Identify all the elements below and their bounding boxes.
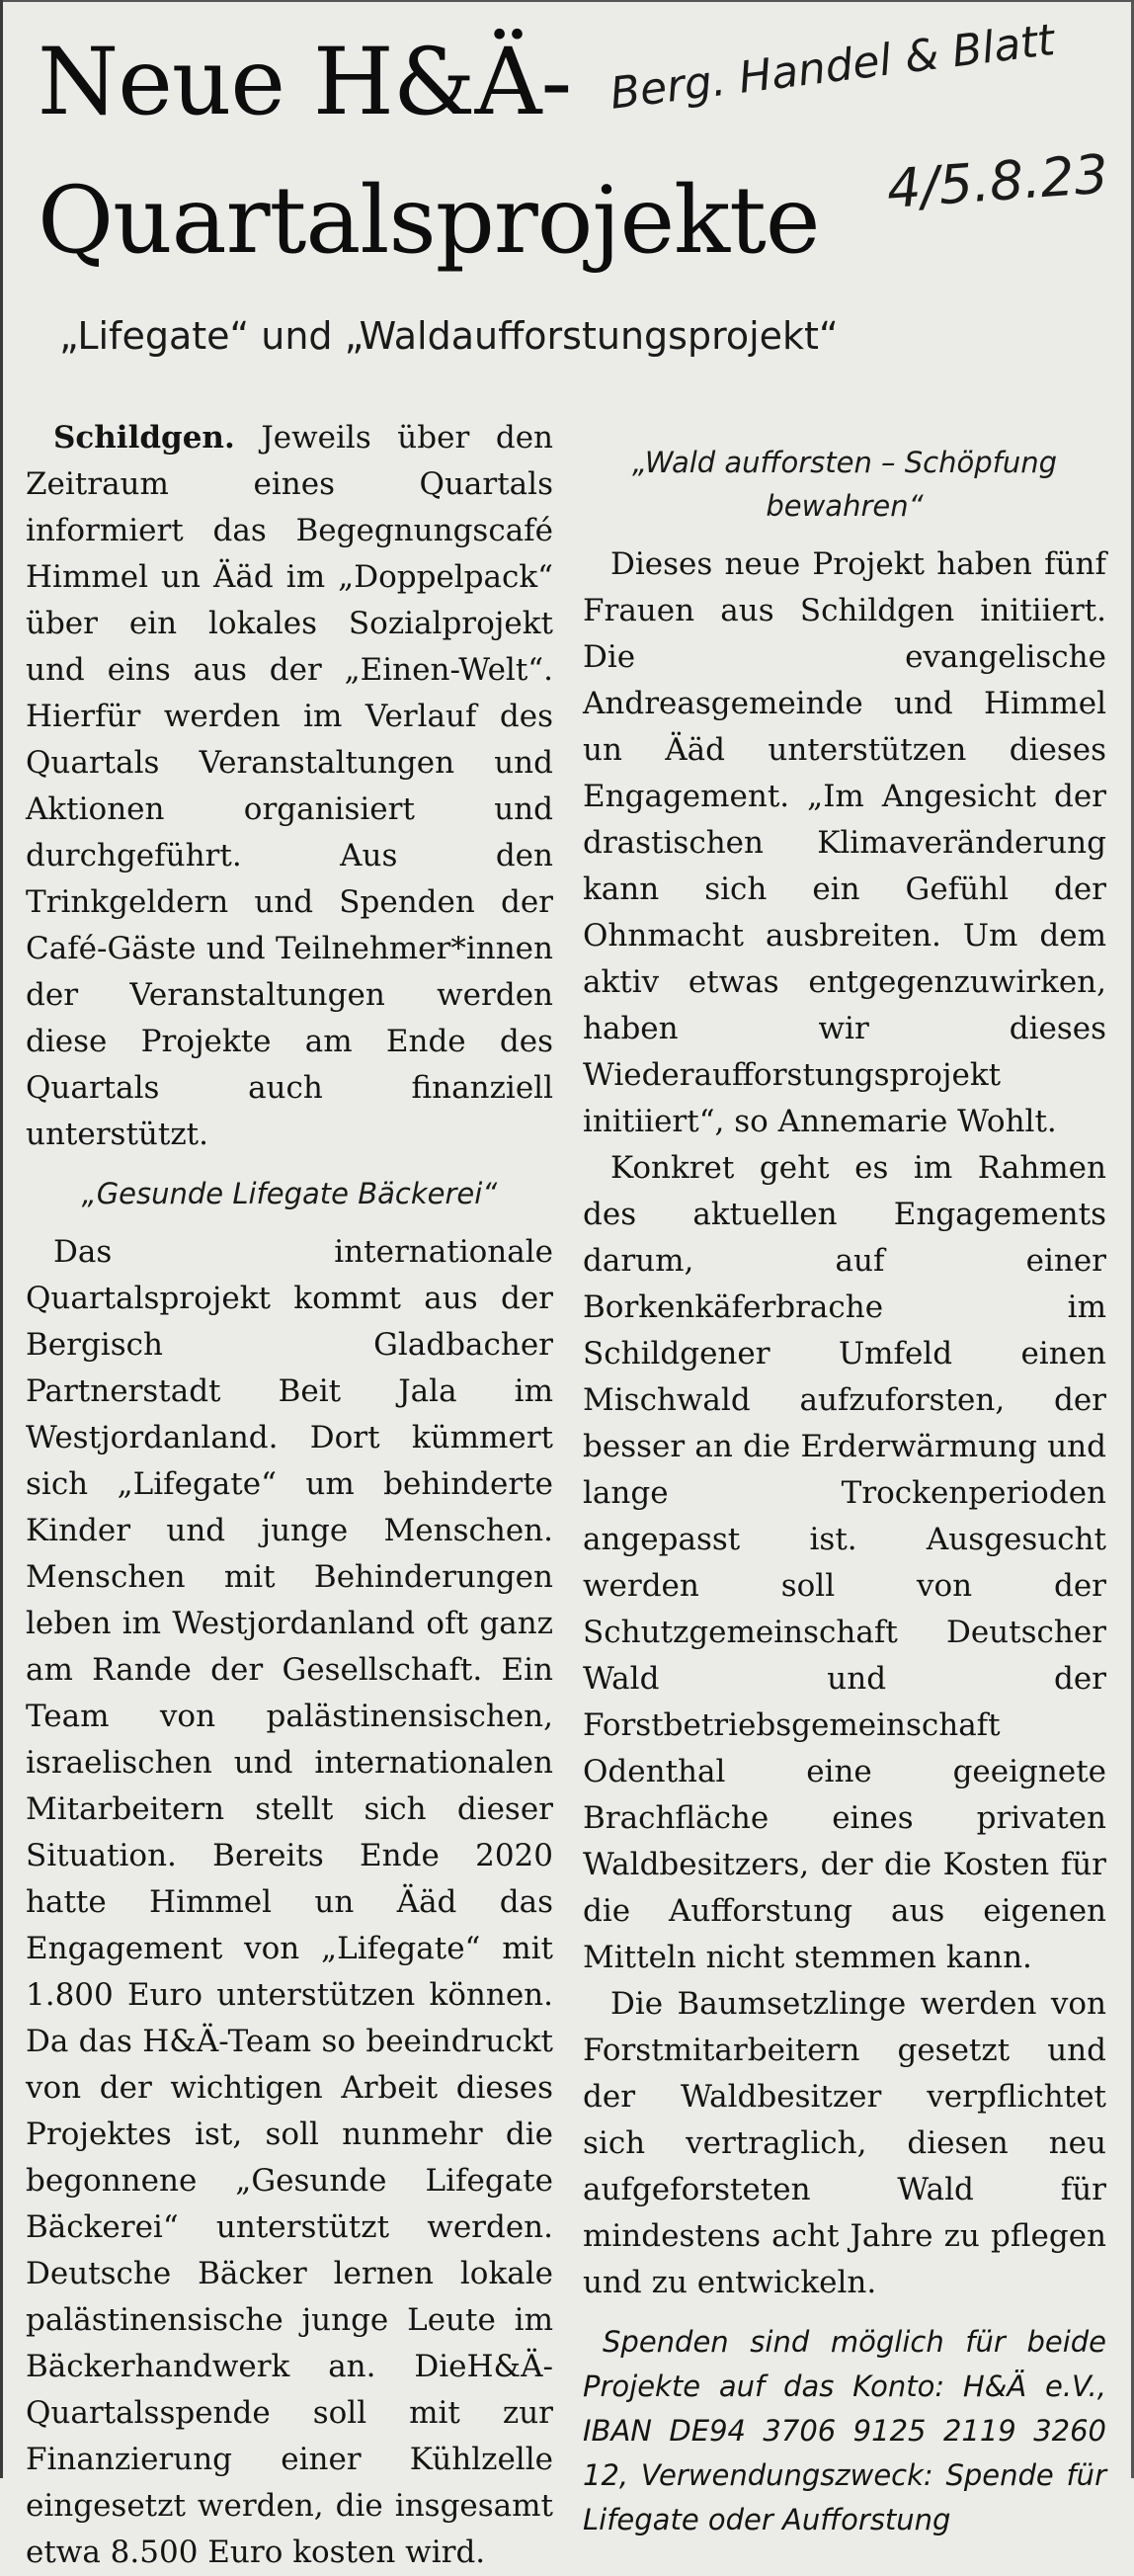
- paragraph-lifegate: Das internationale Quartalsprojekt kommt aus der Bergisch Gladbacher Partnerstadt Beit Jala im Westjordanland. Dort kümmert sich „Lifegate“ um behinderte Kinder und junge Menschen. Menschen mit Behinderungen leben im Westjordanland oft ganz am Rande der Gesellschaft. Ein Team von palästinensischen, israelischen und internationalen Mitarbeitern stellt sich dieser Situation. Bereits Ende 2020 hatte Himmel un Ääd das Engagement von „Lifegate“ mit 1.800 Euro unterstützen können. Da das H&Ä-Team so beeindruckt von der wichtigen Arbeit dieses Projektes ist, soll nunmehr die begonnene „Gesunde Lifegate Bäckerei“ unterstützt werden. Deutsche Bäcker lernen lokale palästinensische junge Leute im Bäckerhandwerk an. DieH&Ä-Quartalsspende soll mit zur Finanzierung einer Kühlzelle eingesetzt werden, die insgesamt etwa 8.500 Euro kosten wird.: [26, 1234, 553, 2570]
- paragraph-wald-details: Konkret geht es im Rahmen des aktuellen Engagements darum, auf einer Borkenkäferbrache im Schildgener Umfeld einen Mischwald aufzuforsten, der besser an die Erderwärmung und lange Trockenperioden angepasst ist. Ausgesucht werden soll von der Schutzgemeinschaft Deutscher Wald und der Forstbetriebsgemeinschaft Odenthal eine geeignete Brachfläche eines privaten Waldbesitzers, der die Kosten für die Aufforstung aus eigenen Mitteln nicht stemmen kann.: [583, 1150, 1106, 1975]
- section-heading-wald: „Wald aufforsten – Schöpfung bewahren“: [631, 446, 1058, 523]
- handwritten-date-note: 4/5.8.23: [884, 142, 1110, 220]
- dateline: Schildgen.: [53, 420, 235, 456]
- handwritten-source-note: Berg. Handel & Blatt: [607, 15, 1058, 120]
- headline-line-1: Neue H&Ä-: [38, 29, 572, 136]
- column-left: [26, 415, 553, 2576]
- paragraph-wald-intro: Dieses neue Projekt haben fünf Frauen aus Schildgen initiiert. Die evangelische Andreasgemeinde und Himmel un Ääd unterstützen dieses Engagement. „Im Angesicht der drastischen Klimaveränderung kann sich ein Gefühl der Ohnmacht ausbreiten. Um dem aktiv etwas entgegenzuwirken, haben wir dieses Wiederaufforstungsprojekt initiiert“, so Annemarie Wohlt.: [583, 546, 1106, 1139]
- donation-note: Spenden sind möglich für beide Projekte auf das Konto: H&Ä e.V., IBAN DE94 3706 9125 2119 3260 12, Verwendungszweck: Spende für Lifegate oder Aufforstung: [583, 2325, 1106, 2536]
- headline-line-2: Quartalsprojekte: [38, 167, 820, 275]
- paragraph-wald-setzlinge: Die Baumsetzlinge werden von Forstmitarbeitern gesetzt und der Waldbesitzer verpflichtet sich vertraglich, diesen neu aufgeforsteten Wald für mindestens acht Jahre zu pflegen und zu entwickeln.: [583, 1986, 1106, 2300]
- section-heading-lifegate: „Gesunde Lifegate Bäckerei“: [81, 1177, 498, 1210]
- column-right: [583, 427, 1106, 2542]
- paragraph-intro: [26, 415, 553, 1158]
- subheadline: „Lifegate“ und „Waldaufforstungsprojekt“: [59, 314, 839, 358]
- paragraph-intro-text: Jeweils über den Zeitraum eines Quartals informiert das Begegnungscafé Himmel un Ääd im „Doppelpack“ über ein lokales Sozialprojekt und eins aus der „Einen-Welt“. Hierfür werden im Verlauf des Quartals Veranstaltungen und Aktionen organisiert und durchgeführt. Aus den Trinkgeldern und Spenden der Café-Gäste und Teilnehmer*innen der Veranstaltungen werden diese Projekte am Ende des Quartals auch finanziell unterstützt.: [26, 420, 553, 1152]
- clipping-top-edge: [0, 0, 1134, 2]
- clipping-left-edge: [0, 0, 3, 2478]
- headline: [38, 14, 820, 291]
